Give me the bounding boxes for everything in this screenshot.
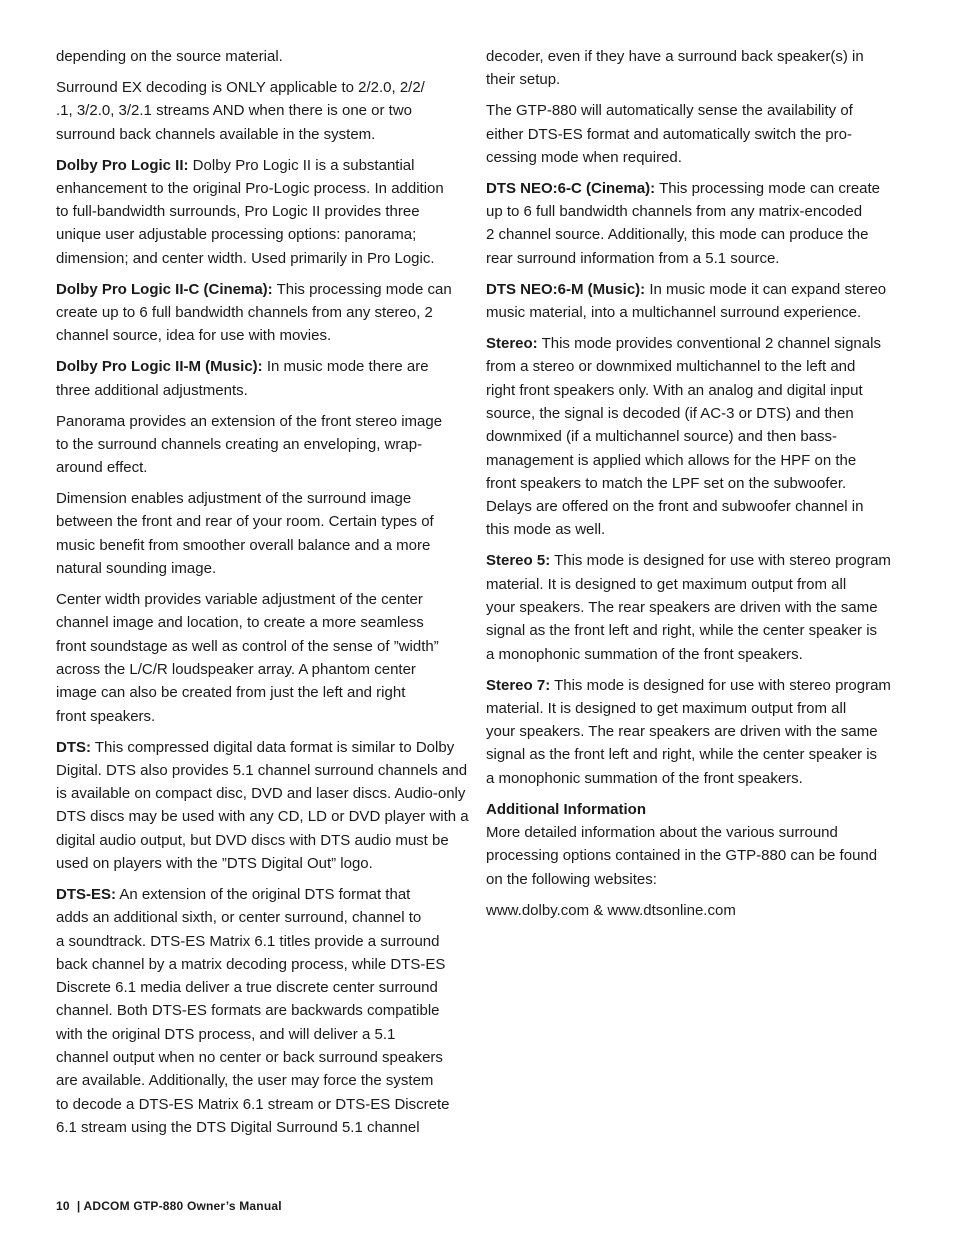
- text-line: [56, 658, 476, 681]
- line-text: Digital. DTS also provides 5.1 channel surround channels and: [56, 761, 468, 779]
- text-line: [56, 456, 476, 479]
- line-text: front speakers to match the LPF set on the subwoofer.: [486, 474, 847, 492]
- paragraph: [56, 883, 476, 1139]
- text-line: [56, 510, 476, 533]
- text-line: [486, 643, 906, 666]
- line-text: This mode is designed for use with stereo program: [550, 552, 891, 570]
- line-text: cessing mode when required.: [486, 148, 682, 166]
- text-line: [56, 1093, 476, 1116]
- term-label: DTS-ES:: [56, 885, 116, 903]
- text-line: [56, 829, 476, 852]
- paragraph: [486, 278, 906, 325]
- text-line: [486, 674, 906, 697]
- text-line: [486, 45, 906, 68]
- paragraph: [56, 278, 476, 348]
- text-line: [486, 495, 906, 518]
- line-text: a soundtrack. DTS-ES Matrix 6.1 titles provide a surround: [56, 932, 440, 950]
- text-line: [56, 278, 476, 301]
- paragraph: [486, 177, 906, 270]
- line-text: dimension; and center width. Used primarily in Pro Logic.: [56, 249, 435, 267]
- line-text: In music mode it can expand stereo: [645, 280, 887, 298]
- term-label: Stereo:: [486, 335, 538, 353]
- text-line: [486, 247, 906, 270]
- line-text: with the original DTS process, and will deliver a 5.1: [56, 1025, 396, 1043]
- text-line: [56, 534, 476, 557]
- text-line: [486, 355, 906, 378]
- text-line: [486, 123, 906, 146]
- text-line: [56, 1069, 476, 1092]
- line-text: your speakers. The rear speakers are driven with the same: [486, 723, 878, 741]
- paragraph: [486, 45, 906, 92]
- line-text: 2 channel source. Additionally, this mode can produce the: [486, 226, 869, 244]
- line-text: The GTP-880 will automatically sense the availability of: [486, 102, 853, 120]
- text-line: [56, 736, 476, 759]
- text-line: [56, 611, 476, 634]
- text-line: [56, 45, 476, 68]
- text-line: [56, 852, 476, 875]
- text-line: [56, 557, 476, 580]
- line-text: Surround EX decoding is ONLY applicable to 2/2.0, 2/2/: [56, 78, 425, 96]
- text-line: [486, 899, 906, 922]
- text-line: [486, 402, 906, 425]
- text-line: [56, 759, 476, 782]
- line-text: either DTS-ES format and automatically switch the pro-: [486, 125, 852, 143]
- text-line: [56, 906, 476, 929]
- text-line: [486, 720, 906, 743]
- line-text: between the front and rear of your room. Certain types of: [56, 513, 434, 531]
- paragraph: [486, 899, 906, 922]
- right-column: [486, 45, 906, 930]
- text-line: [56, 805, 476, 828]
- text-line: [486, 68, 906, 91]
- line-text: front speakers.: [56, 707, 156, 725]
- line-text: music material, into a multichannel surround experience.: [486, 304, 862, 322]
- text-line: [486, 844, 906, 867]
- text-line: [56, 782, 476, 805]
- line-text: This processing mode can: [272, 280, 452, 298]
- line-text: www.dolby.com & www.dtsonline.com: [486, 901, 736, 919]
- line-text: Dimension enables adjustment of the surround image: [56, 490, 412, 508]
- line-text: a monophonic summation of the front speakers.: [486, 769, 803, 787]
- text-line: [56, 976, 476, 999]
- text-line: [486, 596, 906, 619]
- line-text: across the L/C/R loudspeaker array. A phantom center: [56, 660, 416, 678]
- text-line: [486, 472, 906, 495]
- line-text: are available. Additionally, the user may force the system: [56, 1072, 434, 1090]
- text-line: [486, 425, 906, 448]
- line-text: front soundstage as well as control of the sense of ”width”: [56, 637, 439, 655]
- text-line: [486, 379, 906, 402]
- line-text: right front speakers only. With an analog and digital input: [486, 381, 863, 399]
- line-text: An extension of the original DTS format that: [116, 885, 411, 903]
- line-text: decoder, even if they have a surround back speaker(s) in: [486, 48, 864, 65]
- text-line: [486, 449, 906, 472]
- text-line: [56, 1046, 476, 1069]
- line-text: 6.1 stream using the DTS Digital Surround 5.1 channel: [56, 1118, 420, 1136]
- term-label: DTS NEO:6-M (Music):: [486, 280, 646, 298]
- section-heading: Additional Information: [486, 800, 646, 818]
- text-line: [56, 953, 476, 976]
- line-text: natural sounding image.: [56, 560, 217, 578]
- paragraph: [486, 674, 906, 790]
- text-line: [486, 549, 906, 572]
- text-line: [486, 223, 906, 246]
- paragraph: [56, 45, 476, 68]
- line-text: signal as the front left and right, while the center speaker is: [486, 746, 878, 764]
- paragraph: [56, 588, 476, 728]
- text-line: [486, 146, 906, 169]
- line-text: More detailed information about the various surround: [486, 824, 838, 842]
- line-text: back channel by a matrix decoding process, while DTS-ES: [56, 955, 446, 973]
- line-text: on the following websites:: [486, 870, 657, 888]
- text-line: [56, 930, 476, 953]
- text-line: [486, 332, 906, 355]
- line-text: Discrete 6.1 media deliver a true discrete center surround: [56, 979, 438, 997]
- line-text: This mode provides conventional 2 channel signals: [537, 335, 881, 353]
- text-line: [56, 99, 476, 122]
- line-text: surround back channels available in the system.: [56, 125, 376, 143]
- line-text: a monophonic summation of the front speakers.: [486, 645, 803, 663]
- term-label: DTS NEO:6-C (Cinema):: [486, 179, 656, 197]
- line-text: material. It is designed to get maximum output from all: [486, 699, 847, 717]
- line-text: this mode as well.: [486, 521, 606, 539]
- paragraph: [56, 410, 476, 480]
- text-line: [56, 247, 476, 270]
- text-line: [486, 177, 906, 200]
- line-text: enhancement to the original Pro-Logic process. In addition: [56, 179, 444, 197]
- line-text: Panorama provides an extension of the front stereo image: [56, 412, 443, 430]
- term-label: Stereo 7:: [486, 676, 551, 694]
- text-line: [486, 573, 906, 596]
- line-text: their setup.: [486, 71, 561, 89]
- line-text: .1, 3/2.0, 3/2.1 streams AND when there is one or two: [56, 102, 413, 120]
- text-line: [56, 410, 476, 433]
- text-line: [56, 177, 476, 200]
- line-text: to full-bandwidth surrounds, Pro Logic II provides three: [56, 203, 420, 221]
- line-text: music benefit from smoother overall balance and a more: [56, 536, 431, 554]
- text-line: [56, 223, 476, 246]
- text-line: [486, 619, 906, 642]
- line-text: This mode is designed for use with stereo program: [550, 676, 891, 694]
- text-line: [486, 767, 906, 790]
- text-line: [486, 697, 906, 720]
- text-line: [486, 518, 906, 541]
- line-text: In music mode there are: [262, 358, 429, 376]
- text-line: [56, 301, 476, 324]
- line-text: downmixed (if a multichannel source) and then bass-: [486, 428, 838, 446]
- text-line: [56, 76, 476, 99]
- line-text: management is applied which allows for the HPF on the: [486, 451, 857, 469]
- line-text: Delays are offered on the front and subwoofer channel in: [486, 498, 864, 516]
- line-text: This compressed digital data format is similar to Dolby: [91, 738, 455, 756]
- term-label: Dolby Pro Logic II-C (Cinema):: [56, 280, 273, 298]
- line-text: is available on compact disc, DVD and laser discs. Audio-only: [56, 785, 466, 803]
- line-text: signal as the front left and right, while the center speaker is: [486, 622, 878, 640]
- line-text: create up to 6 full bandwidth channels from any stereo, 2: [56, 304, 433, 322]
- term-label: Dolby Pro Logic II:: [56, 156, 189, 174]
- page-footer: 10 | ADCOM GTP-880 Owner’s Manual: [56, 1199, 282, 1213]
- paragraph: [486, 332, 906, 542]
- line-text: to decode a DTS-ES Matrix 6.1 stream or DTS-ES Discrete: [56, 1095, 450, 1113]
- text-line: [56, 1116, 476, 1139]
- term-label: DTS:: [56, 738, 91, 756]
- text-line: [56, 999, 476, 1022]
- text-line: [56, 588, 476, 611]
- paragraph: [486, 798, 906, 891]
- line-text: DTS discs may be used with any CD, LD or DVD player with a: [56, 808, 469, 826]
- line-text: This processing mode can create: [655, 179, 881, 197]
- line-text: channel source, idea for use with movies.: [56, 327, 332, 345]
- text-line: [56, 123, 476, 146]
- line-text: to the surround channels creating an enveloping, wrap-: [56, 435, 423, 453]
- line-text: material. It is designed to get maximum output from all: [486, 575, 847, 593]
- text-line: [486, 821, 906, 844]
- term-label: Dolby Pro Logic II-M (Music):: [56, 358, 263, 376]
- text-line: [486, 301, 906, 324]
- paragraph: [56, 736, 476, 876]
- text-line: [56, 355, 476, 378]
- line-text: up to 6 full bandwidth channels from any matrix-encoded: [486, 203, 863, 221]
- text-line: [56, 200, 476, 223]
- text-line: [486, 278, 906, 301]
- text-line: [56, 487, 476, 510]
- text-line: [486, 868, 906, 891]
- line-text: channel. Both DTS-ES formats are backwards compatible: [56, 1002, 440, 1020]
- paragraph: [486, 99, 906, 169]
- line-text: unique user adjustable processing options: panorama;: [56, 226, 417, 244]
- paragraph: [56, 355, 476, 402]
- line-text: processing options contained in the GTP-880 can be found: [486, 847, 878, 865]
- line-text: from a stereo or downmixed multichannel to the left and: [486, 358, 856, 376]
- text-line: [56, 433, 476, 456]
- text-line: [486, 743, 906, 766]
- text-line: [56, 705, 476, 728]
- line-text: digital audio output, but DVD discs with DTS audio must be: [56, 831, 449, 849]
- left-column: [56, 45, 476, 1147]
- line-text: your speakers. The rear speakers are driven with the same: [486, 598, 878, 616]
- line-text: rear surround information from a 5.1 source.: [486, 249, 780, 267]
- line-text: Dolby Pro Logic II is a substantial: [188, 156, 415, 174]
- line-text: used on players with the ”DTS Digital Out” logo.: [56, 855, 373, 872]
- text-line: [56, 635, 476, 658]
- text-line: [56, 883, 476, 906]
- line-text: three additional adjustments.: [56, 381, 248, 399]
- text-line: [486, 200, 906, 223]
- text-line: [56, 324, 476, 347]
- line-text: image can also be created from just the left and right: [56, 684, 406, 702]
- text-line: [56, 154, 476, 177]
- line-text: around effect.: [56, 459, 148, 477]
- paragraph: [56, 487, 476, 580]
- line-text: channel image and location, to create a more seamless: [56, 614, 424, 632]
- paragraph: [56, 76, 476, 146]
- line-text: Center width provides variable adjustment of the center: [56, 591, 423, 609]
- text-line: [56, 379, 476, 402]
- line-text: source, the signal is decoded (if AC-3 or DTS) and then: [486, 404, 854, 422]
- text-line: [486, 99, 906, 122]
- text-line: [56, 681, 476, 704]
- line-text: depending on the source material.: [56, 48, 283, 65]
- term-label: Stereo 5:: [486, 552, 551, 570]
- line-text: adds an additional sixth, or center surround, channel to: [56, 909, 422, 927]
- paragraph: [486, 549, 906, 665]
- line-text: channel output when no center or back surround speakers: [56, 1049, 443, 1067]
- text-line: [56, 1023, 476, 1046]
- paragraph: [56, 154, 476, 270]
